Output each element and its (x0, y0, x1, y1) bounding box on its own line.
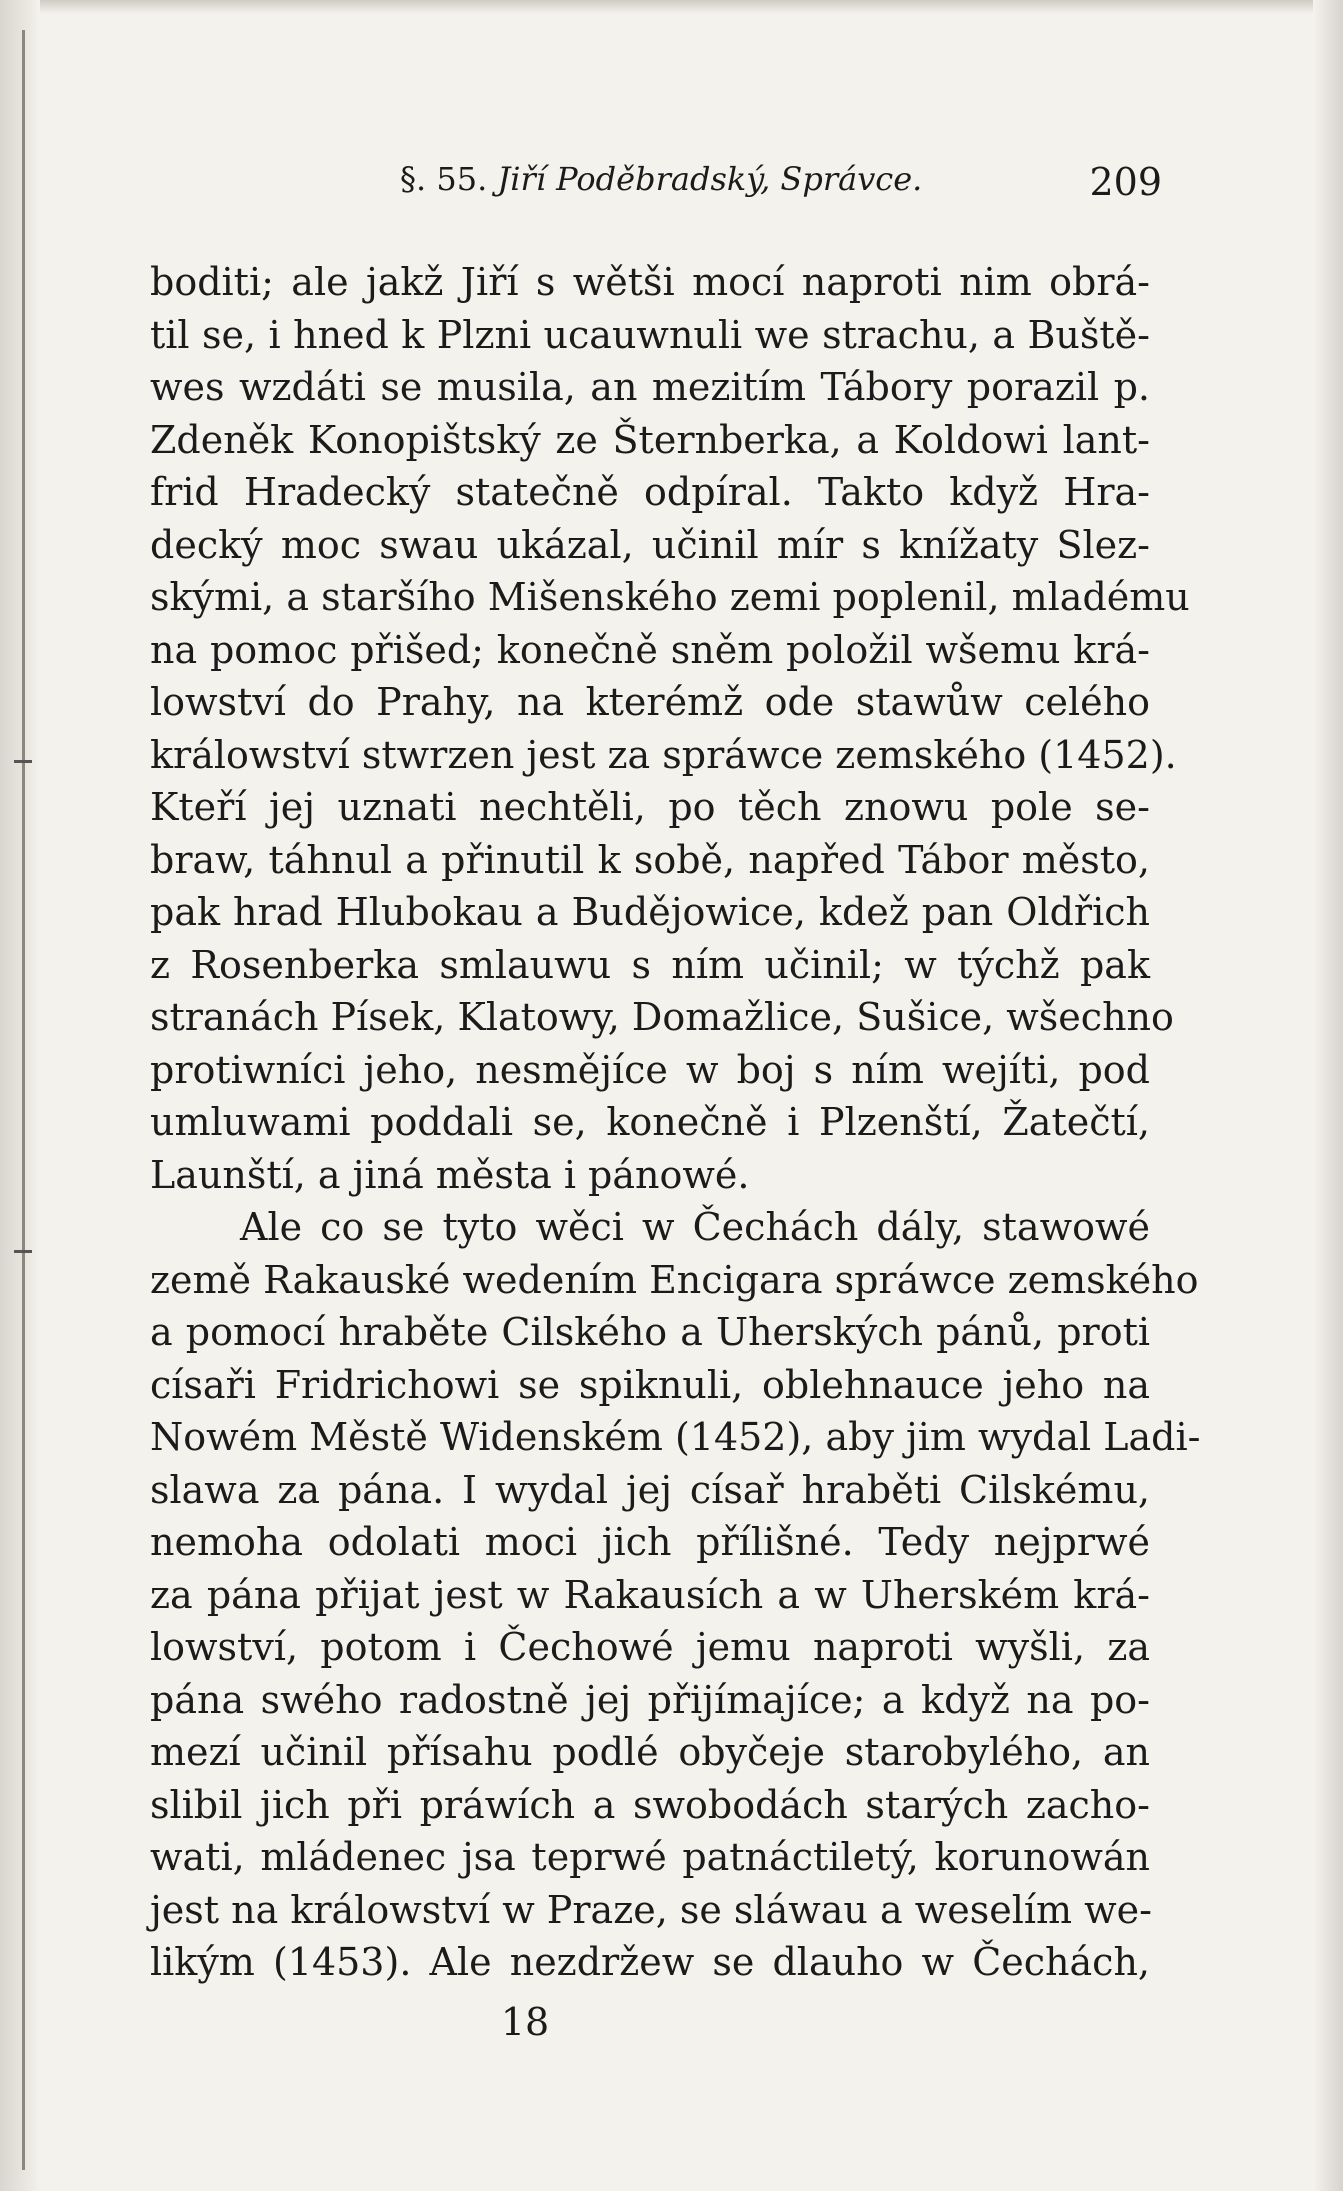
text-line: za pána přijat jest w Rakausích a w Uherském krá- (150, 1572, 1150, 1617)
text-line: slawa za pána. I wydal jej císař hraběti Cilskému, (150, 1467, 1150, 1512)
binding-mark (14, 760, 32, 763)
body-text (150, 256, 1201, 1989)
text-line: Nowém Městě Widenském (1452), aby jim wydal Ladi- (150, 1415, 1201, 1459)
text-line: braw, táhnul a přinutil k sobě, napřed Tábor město, (150, 837, 1150, 882)
text-line: decký moc swau ukázal, učinil mír s knížaty Slez- (150, 522, 1150, 567)
text-line: země Rakauské wedením Encigara spráwce zemského (150, 1257, 1199, 1302)
text-line: slibil jich při práwích a swobodách starých zacho- (150, 1782, 1150, 1827)
running-header (150, 160, 1162, 220)
text-line: na pomoc přišed; konečně sněm položil wšemu krá- (150, 627, 1150, 672)
text-line: til se, i hned k Plzni ucauwnuli we strachu, a Buště- (150, 312, 1150, 357)
text-line: boditi; ale jakž Jiří s wětši mocí naproti nim obrá- (150, 260, 1150, 304)
binding-edge-line (22, 30, 25, 2170)
text-line: císaři Fridrichowi se spiknuli, oblehnauce jeho na (150, 1362, 1150, 1407)
section-number: §. 55. (400, 160, 488, 198)
text-line: skými, a staršího Mišenského zemi poplenil, mladému (150, 575, 1190, 619)
running-title (400, 160, 922, 198)
text-line: likým (1453). Ale nezdržew se dlauho w Čechách, (150, 1940, 1150, 1984)
text-line: z Rosenberka smlauwu s ním učinil; w týchž pak (150, 942, 1150, 987)
text-line: lowství do Prahy, na kterémž ode stawůw celého (150, 680, 1150, 724)
binding-mark (14, 1250, 32, 1253)
text-line: wes wzdáti se musila, an mezitím Tábory porazil p. (150, 365, 1150, 409)
scan-right-edge (1313, 0, 1343, 2191)
chapter-title: Jiří Poděbradský, Správce. (497, 160, 923, 198)
text-line: umluwami poddali se, konečně i Plzenští, Žatečtí, (150, 1100, 1150, 1144)
text-line: Zdeněk Konopištský ze Šternberka, a Koldowi lant- (150, 417, 1150, 462)
text-line: mezí učinil přísahu podlé obyčeje starobylého, an (150, 1730, 1150, 1774)
text-line: nemoha odolati moci jich přílišné. Tedy nejprwé (150, 1520, 1150, 1564)
text-line: wati, mládenec jsa teprwé patnáctiletý, korunowán (150, 1835, 1150, 1879)
text-line: a pomocí hraběte Cilského a Uherských pánů, proti (150, 1310, 1150, 1354)
text-line: protiwníci jeho, nesmějíce w boj s ním wejíti, pod (150, 1047, 1150, 1092)
text-line: lowství, potom i Čechowé jemu naproti wyšli, za (150, 1625, 1150, 1669)
book-page (150, 160, 1201, 1989)
text-line: pána swého radostně jej přijímajíce; a když na po- (150, 1677, 1150, 1722)
text-line: stranách Písek, Klatowy, Domažlice, Sušice, wšechno (150, 995, 1174, 1039)
page-number: 209 (1089, 160, 1162, 204)
signature-mark: 18 (500, 2000, 550, 2044)
text-line: jest na králowství w Praze, se sláwau a weselím we- (150, 1887, 1152, 1932)
scan-left-edge (0, 0, 40, 2191)
text-line: frid Hradecký statečně odpíral. Takto když Hra- (150, 470, 1150, 514)
scan-top-edge (0, 0, 1343, 14)
text-line: pak hrad Hlubokau a Budějowice, kdež pan Oldřich (150, 890, 1150, 934)
text-line: Kteří jej uznati nechtěli, po těch znowu pole se- (150, 785, 1150, 829)
text-line: Launští, a jiná města i pánowé. (150, 1152, 750, 1197)
text-line: Ale co se tyto wěci w Čechách dály, stawowé (240, 1205, 1150, 1249)
text-line: králowství stwrzen jest za spráwce zemského (1452). (150, 732, 1177, 777)
